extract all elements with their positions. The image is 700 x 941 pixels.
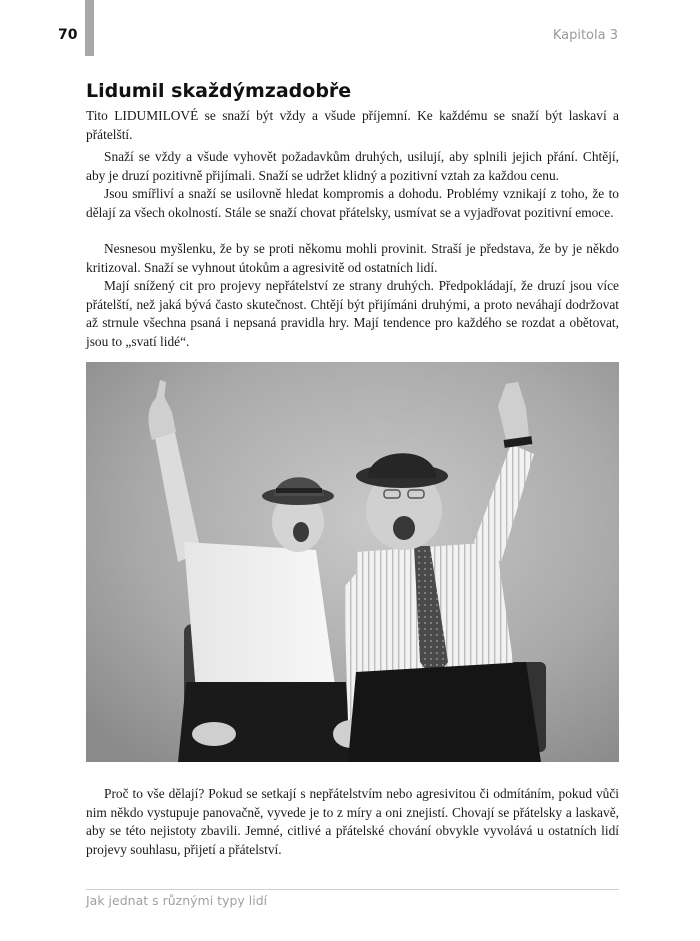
paragraph-2: Snaží se vždy a všude vyhovět požadavkům druhých, usilují, aby splnili jejich přání. Chtějí, aby je druzí pozitivně přijímali. Snaží se udržet klidný a pozitivní vztah za každou cenu.: [86, 149, 619, 183]
photo-two-men-in-hats: [86, 362, 619, 762]
paragraph-4: Nesnesou myšlenku, že by se proti někomu mohli provinit. Straší je představa, že by je někdo kritizoval. Snaží se vyhnout útokům a agresivitě od ostatních lidí.: [86, 241, 619, 275]
paragraph-1: Tito LIDUMILOVÉ se snaží být vždy a všude příjemní. Ke každému se snaží být laskaví a přátelští.: [86, 108, 619, 142]
paragraph-3: Jsou smířliví a snaží se usilovně hledat kompromis a dohodu. Problémy vznikají z toho, že to dělají za všech okolností. Stále se snaží chovat přátelsky, usmívat se a vyjadřovat pozitivní emoce.: [86, 186, 619, 220]
paragraph-6: Proč to vše dělají? Pokud se setkají s nepřátelstvím nebo agresivitou či odmítáním, pokud vůči nim někdo vystupuje panovačně, vyvede je to z míry a oni znejistí. Chovají se přátelsky a laskavě, aby se této nejistoty zbavili. Jemné, citlivé a přátelské chování obvykle vyvolává u ostatních lidí projevy souhlasu, přijetí a přátelství.: [86, 786, 619, 857]
paragraph-5: Mají snížený cit pro projevy nepřátelství ze strany druhých. Předpokládají, že druzí jsou více přátelští, než jaká bývá často skutečnost. Chtějí být přijímáni druhými, a proto neváhají dodržovat až strnule všechna psaná i nepsaná pravidla hry. Mají tendence pro každého se rozdat a obětovat, jsou to „svatí lidé“.: [86, 278, 619, 349]
footer-book-title: Jak jednat s různými typy lidí: [86, 893, 268, 908]
footer-divider: [86, 889, 619, 890]
chapter-label: Kapitola 3: [552, 28, 618, 43]
header-bar: [85, 0, 94, 56]
section-title: Lidumil skaždýmzadobře: [86, 80, 352, 102]
page-number: 70: [58, 27, 78, 43]
